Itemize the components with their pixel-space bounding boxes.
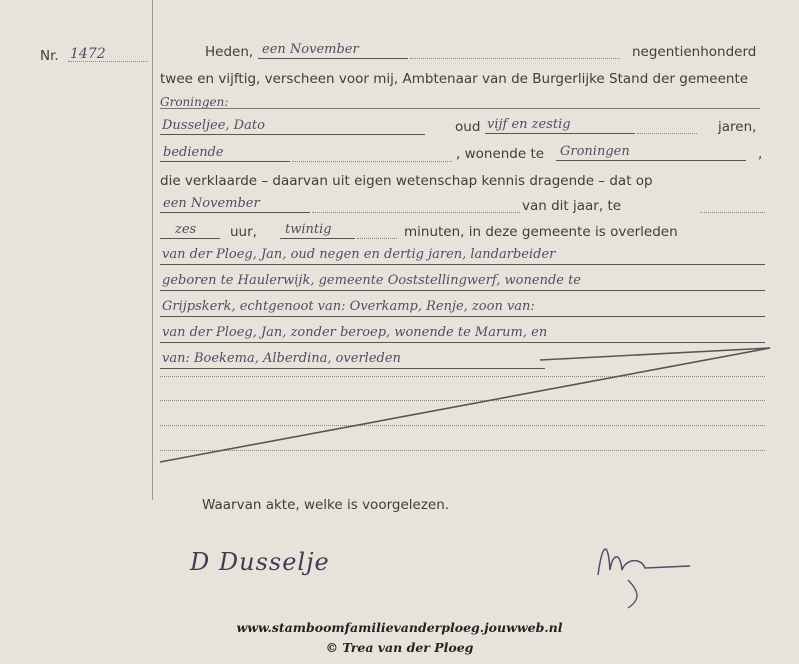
declarant-signature: D Dusselje <box>190 548 330 576</box>
deceased-line-1: van der Ploeg, Jan, oud negen en dertig jaren, landarbeider <box>162 247 556 262</box>
deceased-line-2: geboren te Haulerwijk, gemeente Ooststellingwerf, wonende te <box>162 273 582 288</box>
residence-comma: , <box>758 146 763 162</box>
negentienhonderd-label: negentienhonderd <box>632 44 757 60</box>
death-hour: zes <box>175 222 197 237</box>
deceased-line-4: van der Ploeg, Jan, zonder beroep, wonende te Marum, en <box>162 325 548 340</box>
deceased-line-5: van: Boekema, Alberdina, overleden <box>162 351 401 366</box>
declarant-occupation: bediende <box>163 145 224 160</box>
footer-copyright: © Trea van der Ploeg <box>325 640 474 655</box>
declarant-name: Dusseljee, Dato <box>162 118 265 133</box>
nr-value: 1472 <box>70 46 106 62</box>
death-minutes: twintig <box>285 222 332 237</box>
declarant-residence: Groningen <box>560 144 630 159</box>
record-date: een November <box>262 42 359 57</box>
gemeente-name: Groningen: <box>160 95 229 109</box>
minuten-label: minuten, in deze gemeente is overleden <box>404 224 678 240</box>
death-date: een November <box>163 196 260 211</box>
intro-line: twee en vijftig, verscheen voor mij, Ambtenaar van de Burgerlijke Stand der gemeente <box>160 71 749 87</box>
van-dit-jaar-label: van dit jaar, te <box>522 198 622 214</box>
footer-url: www.stamboomfamilievanderploeg.jouwweb.nl <box>236 620 563 635</box>
nr-label: Nr. <box>40 48 59 64</box>
oud-label: oud <box>455 119 481 135</box>
jaren-label: jaren, <box>718 119 757 135</box>
deceased-line-3: Grijpskerk, echtgenoot van: Overkamp, Renje, zoon van: <box>162 299 535 314</box>
uur-label: uur, <box>230 224 257 240</box>
declarant-age: vijf en zestig <box>487 117 571 132</box>
waarvan-statement: Waarvan akte, welke is voorgelezen. <box>202 497 450 513</box>
heden-label: Heden, <box>205 44 254 60</box>
wonende-te-label: , wonende te <box>456 146 545 162</box>
verklaarde-line: die verklaarde – daarvan uit eigen wetenschap kennis dragende – dat op <box>160 173 653 189</box>
